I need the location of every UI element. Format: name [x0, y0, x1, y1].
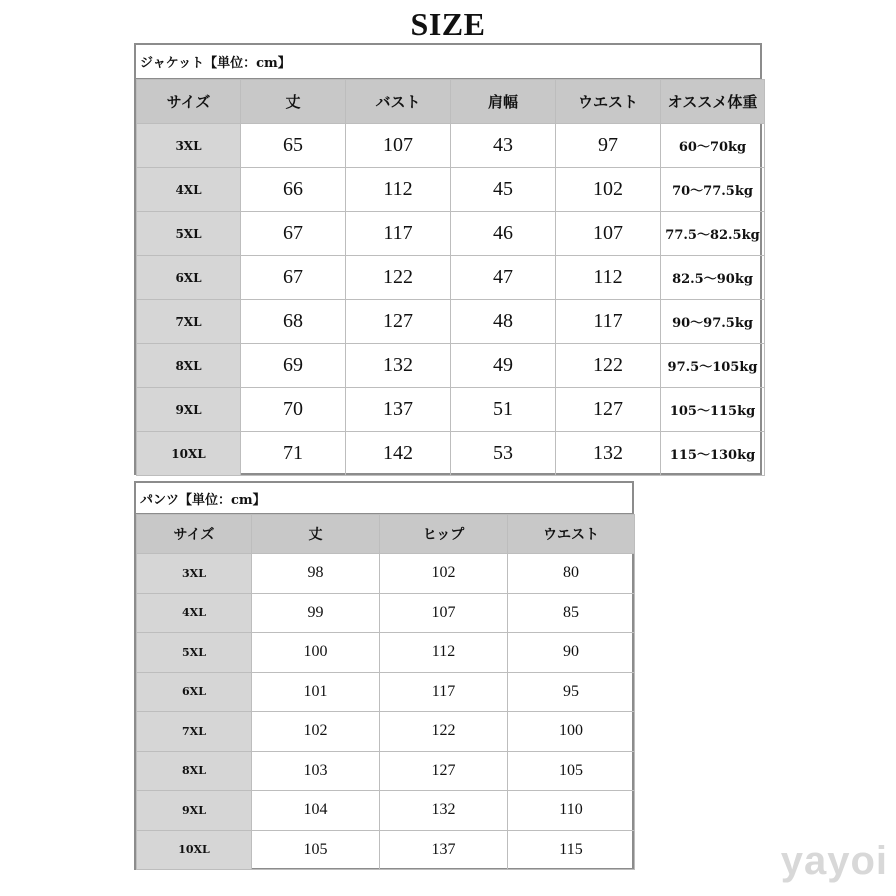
hip-cell: 112 [380, 633, 508, 673]
length-cell: 69 [241, 344, 346, 388]
waist-cell: 105 [508, 751, 635, 791]
shoulder-cell: 46 [451, 212, 556, 256]
size-cell: 6XL [137, 672, 252, 712]
length-cell: 101 [252, 672, 380, 712]
jacket-table-grid [136, 79, 765, 476]
table-row [137, 124, 765, 168]
shoulder-cell: 43 [451, 124, 556, 168]
table-row [137, 388, 765, 432]
weight-cell: 97.5～105kg [661, 344, 765, 388]
bust-cell: 137 [346, 388, 451, 432]
hip-cell: 117 [380, 672, 508, 712]
size-cell: 3XL [137, 124, 241, 168]
pants-size-table [134, 481, 634, 870]
length-cell: 66 [241, 168, 346, 212]
shoulder-cell: 47 [451, 256, 556, 300]
table-row [137, 256, 765, 300]
waist-cell: 85 [508, 593, 635, 633]
waist-cell: 90 [508, 633, 635, 673]
watermark-logo: yayoi [780, 839, 888, 883]
shoulder-cell: 51 [451, 388, 556, 432]
table-row [137, 830, 635, 870]
waist-cell: 80 [508, 554, 635, 594]
size-cell: 4XL [137, 593, 252, 633]
pants-table-caption: パンツ【単位：cm】 [136, 483, 632, 514]
bust-cell: 112 [346, 168, 451, 212]
bust-cell: 127 [346, 300, 451, 344]
size-cell: 7XL [137, 712, 252, 752]
table-row [137, 593, 635, 633]
shoulder-cell: 45 [451, 168, 556, 212]
waist-cell: 102 [556, 168, 661, 212]
jacket-table-caption: ジャケット【単位：cm】 [136, 45, 760, 79]
size-cell: 5XL [137, 633, 252, 673]
weight-cell: 77.5～82.5kg [661, 212, 765, 256]
column-header-length: 丈 [241, 80, 346, 124]
shoulder-cell: 53 [451, 432, 556, 476]
jacket-size-table [134, 43, 762, 475]
waist-cell: 127 [556, 388, 661, 432]
column-header-bust: バスト [346, 80, 451, 124]
waist-cell: 122 [556, 344, 661, 388]
bust-cell: 122 [346, 256, 451, 300]
table-row [137, 751, 635, 791]
hip-cell: 122 [380, 712, 508, 752]
size-cell: 7XL [137, 300, 241, 344]
waist-cell: 100 [508, 712, 635, 752]
pants-header-row [137, 515, 635, 554]
table-row [137, 672, 635, 712]
weight-cell: 90～97.5kg [661, 300, 765, 344]
weight-cell: 105～115kg [661, 388, 765, 432]
size-cell: 6XL [137, 256, 241, 300]
bust-cell: 107 [346, 124, 451, 168]
length-cell: 99 [252, 593, 380, 633]
page-title: SIZE [410, 6, 486, 42]
length-cell: 67 [241, 256, 346, 300]
length-cell: 100 [252, 633, 380, 673]
column-header-length: 丈 [252, 515, 380, 554]
size-cell: 4XL [137, 168, 241, 212]
table-row [137, 791, 635, 831]
table-row [137, 432, 765, 476]
length-cell: 102 [252, 712, 380, 752]
bust-cell: 142 [346, 432, 451, 476]
column-header-shoulder: 肩幅 [451, 80, 556, 124]
column-header-waist: ウエスト [556, 80, 661, 124]
table-row [137, 712, 635, 752]
size-cell: 10XL [137, 830, 252, 870]
weight-cell: 82.5～90kg [661, 256, 765, 300]
length-cell: 98 [252, 554, 380, 594]
table-row [137, 300, 765, 344]
size-cell: 8XL [137, 751, 252, 791]
waist-cell: 115 [508, 830, 635, 870]
length-cell: 105 [252, 830, 380, 870]
weight-cell: 70～77.5kg [661, 168, 765, 212]
column-header-recommended-weight: オススメ体重 [661, 80, 765, 124]
length-cell: 68 [241, 300, 346, 344]
hip-cell: 102 [380, 554, 508, 594]
waist-cell: 132 [556, 432, 661, 476]
weight-cell: 115～130kg [661, 432, 765, 476]
table-row [137, 554, 635, 594]
weight-cell: 60～70kg [661, 124, 765, 168]
waist-cell: 117 [556, 300, 661, 344]
length-cell: 70 [241, 388, 346, 432]
table-row [137, 344, 765, 388]
hip-cell: 132 [380, 791, 508, 831]
hip-cell: 137 [380, 830, 508, 870]
length-cell: 65 [241, 124, 346, 168]
table-row [137, 212, 765, 256]
waist-cell: 107 [556, 212, 661, 256]
column-header-size: サイズ [137, 515, 252, 554]
bust-cell: 132 [346, 344, 451, 388]
shoulder-cell: 49 [451, 344, 556, 388]
size-cell: 8XL [137, 344, 241, 388]
length-cell: 67 [241, 212, 346, 256]
waist-cell: 97 [556, 124, 661, 168]
shoulder-cell: 48 [451, 300, 556, 344]
size-cell: 5XL [137, 212, 241, 256]
hip-cell: 107 [380, 593, 508, 633]
column-header-hip: ヒップ [380, 515, 508, 554]
length-cell: 104 [252, 791, 380, 831]
size-cell: 9XL [137, 791, 252, 831]
length-cell: 103 [252, 751, 380, 791]
waist-cell: 110 [508, 791, 635, 831]
bust-cell: 117 [346, 212, 451, 256]
size-cell: 3XL [137, 554, 252, 594]
pants-table-grid [136, 514, 635, 870]
jacket-header-row [137, 80, 765, 124]
size-cell: 9XL [137, 388, 241, 432]
size-cell: 10XL [137, 432, 241, 476]
length-cell: 71 [241, 432, 346, 476]
waist-cell: 112 [556, 256, 661, 300]
column-header-size: サイズ [137, 80, 241, 124]
table-row [137, 633, 635, 673]
column-header-waist: ウエスト [508, 515, 635, 554]
waist-cell: 95 [508, 672, 635, 712]
hip-cell: 127 [380, 751, 508, 791]
table-row [137, 168, 765, 212]
